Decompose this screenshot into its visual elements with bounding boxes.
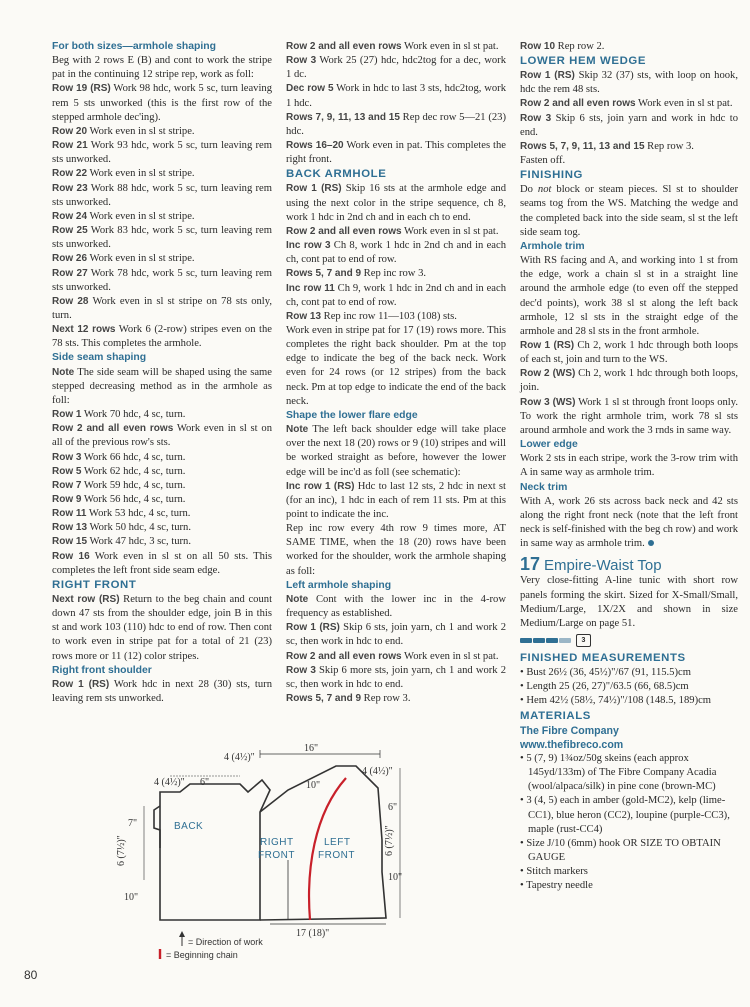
instruction-row: Rows 7, 9, 11, 13 and 15 Rep dec row 5—21 (23) hdc. xyxy=(286,111,506,137)
row-label: Row 13 xyxy=(286,310,322,322)
dim-center-10: 10" xyxy=(306,780,321,791)
instruction-row: Row 27 Work 78 hdc, work 5 sc, turn leaving rem sts unworked. xyxy=(52,267,272,293)
instruction-row: Rows 5, 7 and 9 Rep row 3. xyxy=(286,693,411,705)
materials-heading: MATERIALS xyxy=(520,709,591,722)
row-label: Row 9 xyxy=(52,494,82,505)
instruction-row: Row 1 (RS) Work hdc in next 28 (30) sts, turn leaving rem sts unworked. xyxy=(52,678,272,705)
instruction-row: Rows 16–20 Work even in pat. This completes the right front. xyxy=(286,140,506,166)
subsection-heading: Lower edge xyxy=(520,439,578,451)
measurement-item: • Length 25 (26, 27)"/63.5 (66, 68.5)cm xyxy=(520,681,689,693)
instruction-row: Note The left back shoulder edge will take place over the next 18 (20) rows or 9 (10) stripes and will be worked straight as before, however the lower edge will be inc'd as foll (see schematic): xyxy=(286,424,506,478)
instruction-row: Row 16 Work even in sl st on all 50 sts. This completes the left front side seam edge. xyxy=(52,550,272,576)
instruction-row: Row 9 Work 56 hdc, 4 sc, turn. xyxy=(52,494,186,505)
dim-bottom-width: 17 (18)" xyxy=(296,928,330,939)
dim-right-side: 6 (7½)" xyxy=(384,825,395,856)
legend-chain: = Beginning chain xyxy=(166,950,238,960)
instruction-row: Row 13 Rep inc row 11—103 (108) sts. xyxy=(286,310,457,322)
row-label: Row 1 (RS) xyxy=(520,339,575,351)
col3-body xyxy=(520,40,738,551)
instruction-row: Inc row 11 Ch 9, work 1 hdc in 2nd ch and in each ch, cont pat to end of row. xyxy=(286,282,506,308)
row-label: Next 12 rows xyxy=(52,324,116,336)
skill-level-icon xyxy=(520,634,738,647)
section-heading: FINISHING xyxy=(520,169,583,182)
row-label: Row 28 xyxy=(52,295,89,307)
row-label: Rows 5, 7, 9, 11, 13 and 15 xyxy=(520,140,645,152)
dim-hem-left: 10" xyxy=(124,892,139,903)
instruction-row: Row 21 Work 93 hdc, work 5 sc, turn leaving rem sts unworked. xyxy=(52,140,272,166)
paragraph: With RS facing and A, and working into 1 st from the edge, work a chain sl st in a straight line around the armhole edge (to even off the stepped dec'd points), work 38 sl st along the left back armhole, 12 sl sts in the straight edge of the armhole and 28 sl sts in the front armhole. xyxy=(520,255,738,337)
instruction-row: Row 1 (RS) Skip 6 sts, join yarn, ch 1 and work 2 sc, then work in hdc to end. xyxy=(286,622,506,648)
instruction-row: Row 2 and all even rows Work even in sl st on all of the previous row's sts. xyxy=(52,423,273,449)
instruction-row: Row 23 Work 88 hdc, work 5 sc, turn leaving rem sts unworked. xyxy=(52,182,272,208)
row-label: Row 1 (RS) xyxy=(52,678,110,690)
material-item: • Stitch markers xyxy=(520,866,588,878)
row-label: Row 2 and all even rows xyxy=(286,650,402,662)
row-label: Row 3 xyxy=(52,451,82,463)
instruction-row: Row 1 (RS) Ch 2, work 1 hdc through both loops of each st, join and turn to the WS. xyxy=(520,339,739,366)
row-label: Inc row 3 xyxy=(286,240,331,252)
row-label: Row 27 xyxy=(52,267,88,279)
measurements-heading: FINISHED MEASUREMENTS xyxy=(520,652,686,665)
paragraph: Fasten off. xyxy=(520,155,566,167)
row-label: Rows 7, 9, 11, 13 and 15 xyxy=(286,111,400,123)
subsection-heading: Neck trim xyxy=(520,481,568,493)
row-label: Row 2 and all even rows xyxy=(286,41,402,52)
row-label: Rows 16–20 xyxy=(286,140,344,152)
instruction-row: Row 3 Skip 6 more sts, join yarn, ch 1 and work 2 sc, then work in hdc to end. xyxy=(286,664,506,690)
dim-right-6: 6" xyxy=(388,802,398,813)
row-label: Row 2 and all even rows xyxy=(520,98,636,110)
dim-left-mid: 6" xyxy=(200,777,210,788)
instruction-row: Row 19 (RS) Work 98 hdc, work 5 sc, turn leaving rem 5 sts unworked (this is the first row of the stepped armhole dec'ing). xyxy=(52,83,273,123)
paragraph: Do not block or steam pieces. Sl st to shoulder seams tog from the WS. Matching the wedge and the completed back into the side seam, sl st the left side seam tog. xyxy=(520,184,738,238)
row-label: Row 2 and all even rows xyxy=(286,225,402,237)
material-item: • 3 (4, 5) each in amber (gold-MC2), kelp (lime-CC1), blue heron (CC2), loupine (purple-CC3), maple (rust-CC4) xyxy=(520,795,730,835)
end-of-pattern-icon xyxy=(648,540,654,546)
row-label: Row 20 xyxy=(52,125,88,137)
row-label: Row 1 xyxy=(52,409,82,421)
row-label: Row 3 (WS) xyxy=(520,396,576,408)
materials-list xyxy=(520,752,738,894)
row-label: Row 19 (RS) xyxy=(52,83,111,95)
instruction-row: Inc row 1 (RS) Hdc to last 12 sts, 2 hdc in next st (for an inc), 1 hdc in each of rem 11 sts. Pm at this point to indicate the inc. xyxy=(286,480,506,520)
subsection-heading: Right front shoulder xyxy=(52,664,152,676)
row-label: Row 1 (RS) xyxy=(286,622,340,634)
instruction-row: Inc row 3 Ch 8, work 1 hdc in 2nd ch and in each ch, cont pat to end of row. xyxy=(286,240,506,266)
label-left-front: LEFT xyxy=(324,837,351,848)
row-label: Rows 5, 7 and 9 xyxy=(286,268,362,280)
dim-right-hem: 10" xyxy=(388,872,403,883)
dim-top-width: 16" xyxy=(304,743,319,754)
material-item: • 5 (7, 9) 1¾oz/50g skeins (each approx 145yd/133m) of The Fibre Company Acadia (wool/alpaca/silk) in pine cone (brown-MC) xyxy=(520,752,717,793)
dim-shoulder-right: 4 (4½)" xyxy=(362,766,393,777)
instruction-row: Row 1 (RS) Skip 32 (37) sts, with loop on hook, hdc the rem 48 sts. xyxy=(520,70,739,96)
paragraph: With A, work 26 sts across back neck and 42 sts along the right front neck (note that the left front neck is self-finished with the beg ch row) and work in same way as armhole trim. xyxy=(520,495,738,550)
row-label: Row 3 xyxy=(286,664,316,676)
instruction-row: Row 3 Work 25 (27) hdc, hdc2tog for a dec, work 1 dc. xyxy=(286,55,506,81)
label-right-front-2: FRONT xyxy=(258,850,295,861)
row-label: Row 24 xyxy=(52,210,88,222)
instruction-row: Row 25 Work 83 hdc, work 5 sc, turn leaving rem sts unworked. xyxy=(52,225,272,251)
row-label: Row 2 (WS) xyxy=(520,368,576,380)
schematic-diagram xyxy=(100,740,500,960)
row-label: Row 16 xyxy=(52,550,90,562)
pattern-name: Empire-Waist Top xyxy=(544,557,662,575)
row-label: Note xyxy=(52,366,75,378)
row-label: Inc row 1 (RS) xyxy=(286,480,355,492)
label-left-front-2: FRONT xyxy=(318,850,355,861)
instruction-row: Row 3 Work 66 hdc, 4 sc, turn. xyxy=(52,451,186,463)
row-label: Row 7 xyxy=(52,479,82,491)
pattern-number: 17 xyxy=(520,554,541,575)
column-2 xyxy=(286,40,506,706)
beginning-chain-line xyxy=(309,778,346,920)
dim-left-top: 4 (4½)" xyxy=(154,777,185,788)
instruction-row: Row 15 Work 47 hdc, 3 sc, turn. xyxy=(52,536,192,548)
paragraph: Beg with 2 rows E (B) and cont to work the stripe pat in the continuing 12 stripe rep, work as foll: xyxy=(52,55,272,81)
instruction-row: Row 28 Work even in sl st stripe on 78 sts only, turn. xyxy=(52,295,272,321)
instruction-row: Rows 5, 7, 9, 11, 13 and 15 Rep row 3. xyxy=(520,140,694,152)
row-label: Row 5 xyxy=(52,465,82,477)
instruction-row: Row 26 Work even in sl st stripe. xyxy=(52,253,195,265)
row-label: Row 2 and all even rows xyxy=(52,423,174,435)
back-piece-outline xyxy=(160,780,270,920)
row-label: Row 23 xyxy=(52,182,88,194)
paragraph: Work even in stripe pat for 17 (19) rows more. This completes the right back shoulder. Pm at the top edge to indicate the beg of the back neck. Work even for 24 rows (or 12 stripes) from the back neck. Pm at top edge to indicate the end of the back neck. xyxy=(286,324,506,407)
row-label: Row 3 xyxy=(520,112,552,124)
section-heading: LOWER HEM WEDGE xyxy=(520,55,647,68)
instruction-row: Note The side seam will be shaped using the same stepped decreasing method as in the armhole as foll: xyxy=(52,366,272,406)
instruction-row: Row 24 Work even in sl st stripe. xyxy=(52,210,195,222)
label-right-front: RIGHT xyxy=(260,837,294,848)
row-label: Row 10 xyxy=(520,41,556,52)
row-label: Rows 5, 7 and 9 xyxy=(286,693,362,705)
row-label: Row 21 xyxy=(52,140,88,152)
instruction-row: Row 2 (WS) Ch 2, work 1 hdc through both loops, join. xyxy=(520,368,738,394)
emphasis: not xyxy=(537,184,552,196)
instruction-row: Row 22 Work even in sl st stripe. xyxy=(52,168,195,180)
row-label: Row 1 (RS) xyxy=(286,183,342,195)
row-label: Note xyxy=(286,593,309,605)
instruction-row: Dec row 5 Work in hdc to last 3 sts, hdc2tog, work 1 hdc. xyxy=(286,83,506,109)
schematic-svg xyxy=(100,740,500,960)
instruction-row: Row 20 Work even in sl st stripe. xyxy=(52,125,195,137)
instruction-row: Next 12 rows Work 6 (2-row) stripes even on the 78 sts. This completes the armhole. xyxy=(52,324,272,350)
row-label: Row 11 xyxy=(52,508,87,520)
row-label: Note xyxy=(286,424,309,436)
row-label: Row 25 xyxy=(52,225,88,237)
instruction-row: Row 11 Work 53 hdc, 4 sc, turn. xyxy=(52,508,191,520)
instruction-row: Note Cont with the lower inc in the 4-row frequency as established. xyxy=(286,593,506,620)
paragraph: Work 2 sts in each stripe, work the 3-row trim with A in same way as armhole trim. xyxy=(520,453,738,479)
row-label: Row 22 xyxy=(52,168,88,180)
page-number: 80 xyxy=(24,968,38,982)
column-1 xyxy=(52,40,272,706)
skill-number-icon: 3 xyxy=(576,634,591,647)
instruction-row: Next row (RS) Return to the beg chain and count down 47 sts from the shoulder edge, join B in this st and work 103 (110) hdc to end of row. Then cont to work even in stripe pat for a total of 21 (23) rows more or 11 (12) color stripes. xyxy=(52,593,273,662)
measurement-item: • Hem 42½ (58½, 74½)"/108 (148.5, 189)cm xyxy=(520,695,712,707)
material-item: • Tapestry needle xyxy=(520,880,593,892)
company-name: The Fibre Company xyxy=(520,724,619,737)
subsection-heading: Armhole trim xyxy=(520,240,585,252)
paragraph: Rep inc row every 4th row 9 times more, AT SAME TIME, when the 18 (20) rows have been worked for the shoulder, work the armhole shaping as foll: xyxy=(286,523,506,577)
instruction-row: Row 13 Work 50 hdc, 4 sc, turn. xyxy=(52,522,192,534)
instruction-row: Row 2 and all even rows Work even in sl st pat. xyxy=(286,225,499,237)
dim-side-left: 6 (7½)" xyxy=(116,835,127,866)
row-label: Row 15 xyxy=(52,536,88,548)
legend-direction: = Direction of work xyxy=(188,937,263,947)
subsection-heading: Side seam shaping xyxy=(52,352,147,364)
instruction-row: Row 1 Work 70 hdc, 4 sc, turn. xyxy=(52,409,186,421)
instruction-row: Row 7 Work 59 hdc, 4 sc, turn. xyxy=(52,479,186,491)
section-heading: RIGHT FRONT xyxy=(52,578,137,591)
material-item: • Size J/10 (6mm) hook OR SIZE TO OBTAIN GAUGE xyxy=(520,837,721,863)
pattern-title xyxy=(520,554,738,575)
row-label: Row 1 (RS) xyxy=(520,70,575,82)
measurement-item: • Bust 26½ (36, 45½)"/67 (91, 115.5)cm xyxy=(520,667,691,679)
row-label: Row 13 xyxy=(52,522,88,534)
instruction-row: Rows 5, 7 and 9 Rep inc row 3. xyxy=(286,268,427,280)
instruction-row: Row 3 Skip 6 sts, join yarn and work in hdc to end. xyxy=(520,112,738,138)
dim-armhole-left: 7" xyxy=(128,818,138,829)
instruction-row: Row 10 Rep row 2. xyxy=(520,41,605,52)
row-label: Next row (RS) xyxy=(52,593,120,605)
section-heading: BACK ARMHOLE xyxy=(286,168,387,181)
subsection-heading: Shape the lower flare edge xyxy=(286,409,418,421)
company-website-link[interactable]: www.thefibreco.com xyxy=(520,738,624,751)
instruction-row: Row 3 (WS) Work 1 sl st through front loops only. To work the right armhole trim, work 78 sl sts around armhole and work the 3 rnds in same way. xyxy=(520,396,739,436)
measurements-list xyxy=(520,666,738,708)
instruction-row: Row 5 Work 62 hdc, 4 sc, turn. xyxy=(52,465,186,477)
row-label: Row 3 xyxy=(286,55,317,67)
instruction-row: Row 2 and all even rows Work even in sl st pat. xyxy=(286,650,499,662)
dim-shoulder-back: 4 (4½)" xyxy=(224,752,255,763)
instruction-row: Row 2 and all even rows Work even in sl st pat. xyxy=(520,98,733,110)
subsection-heading: Left armhole shaping xyxy=(286,579,392,591)
row-label: Dec row 5 xyxy=(286,83,334,95)
subsection-heading: For both sizes—armhole shaping xyxy=(52,41,216,52)
pattern-description: Very close-fitting A-line tunic with short row panels forming the skirt. Sized for X-Small/Small, Medium/Large, 1X/2X and shown in size Medium/Large on page 51. xyxy=(520,575,738,629)
label-back: BACK xyxy=(174,821,204,832)
column-3 xyxy=(520,40,738,893)
instruction-row: Row 1 (RS) Skip 16 sts at the armhole edge and using the next color in the stripe sequence, ch 8, work 1 hdc in 2nd ch and in each ch to end. xyxy=(286,183,506,223)
row-label: Row 26 xyxy=(52,253,88,265)
instruction-row: Row 2 and all even rows Work even in sl st pat. xyxy=(286,41,499,52)
row-label: Inc row 11 xyxy=(286,282,335,294)
